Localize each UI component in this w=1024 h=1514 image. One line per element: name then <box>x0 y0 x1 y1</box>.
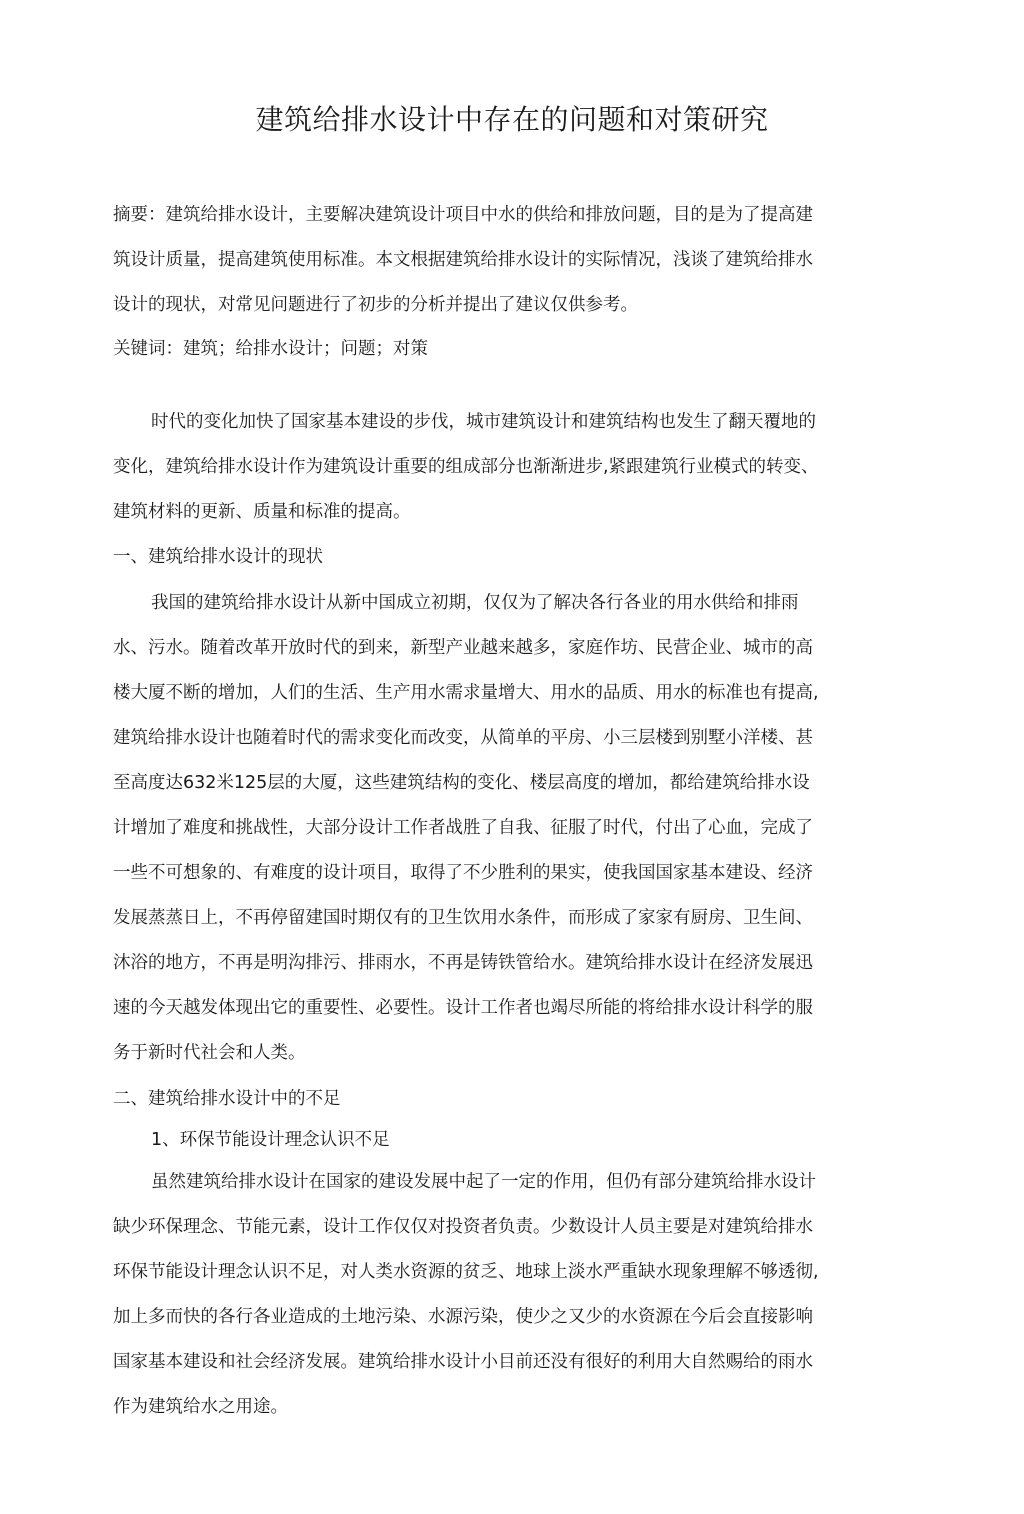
paragraph-line: 缺少环保理念、节能元素，设计工作仅仅对投资者负责。少数设计人员主要是对建筑给排水 <box>113 1217 813 1237</box>
keywords-line <box>113 327 891 372</box>
intro-paragraph <box>113 400 891 535</box>
abstract-line: 筑设计质量，提高建筑使用标准。本文根据建筑给排水设计的实际情况，浅谈了建筑给排水 <box>113 250 813 270</box>
paragraph-line: 发展蒸蒸日上，不再停留建国时期仅有的卫生饮用水条件，而形成了家家有厨房、卫生间、 <box>113 908 813 928</box>
section-2-heading <box>113 1077 891 1122</box>
paragraph-line: 沐浴的地方，不再是明沟排污、排雨水，不再是铸铁管给水。建筑给排水设计在经济发展迅 <box>113 953 813 973</box>
section-2-subheading <box>113 1118 891 1163</box>
document-title: 建筑给排水设计中存在的问题和对策研究 <box>255 103 769 136</box>
intro-line: 建筑材料的更新、质量和标准的提高。 <box>113 502 411 522</box>
keywords-text: 关键词：建筑；给排水设计；问题；对策 <box>113 339 428 359</box>
paragraph-line: 速的今天越发体现出它的重要性、必要性。设计工作者也竭尽所能的将给排水设计科学的服 <box>113 998 813 1018</box>
paragraph-line: 水、污水。随着改革开放时代的到来，新型产业越来越多，家庭作坊、民营企业、城市的高 <box>113 638 813 658</box>
paragraph-line: 我国的建筑给排水设计从新中国成立初期，仅仅为了解决各行各业的用水供给和排雨 <box>151 593 799 613</box>
paragraph-line: 环保节能设计理念认识不足，对人类水资源的贫乏、地球上淡水严重缺水现象理解不够透彻, <box>113 1262 819 1282</box>
intro-line: 时代的变化加快了国家基本建设的步伐，城市建筑设计和建筑结构也发生了翻天覆地的 <box>151 412 816 432</box>
paragraph-line: 务于新时代社会和人类。 <box>113 1043 306 1063</box>
paragraph-line: 加上多而快的各行各业造成的土地污染、水源污染，使少之又少的水资源在今后会直接影响 <box>113 1307 813 1327</box>
abstract-paragraph <box>113 193 891 328</box>
abstract-line: 设计的现状，对常见问题进行了初步的分析并提出了建议仅供参考。 <box>113 295 638 315</box>
paragraph-line: 虽然建筑给排水设计在国家的建设发展中起了一定的作用，但仍有部分建筑给排水设计 <box>151 1172 816 1192</box>
paragraph-line: 一些不可想象的、有难度的设计项目，取得了不少胜利的果实，使我国国家基本建设、经济 <box>113 863 813 883</box>
intro-line: 变化，建筑给排水设计作为建筑设计重要的组成部分也渐渐进步,紧跟建筑行业模式的转变、 <box>113 457 819 477</box>
paragraph-line: 国家基本建设和社会经济发展。建筑给排水设计小目前还没有很好的利用大自然赐给的雨水 <box>113 1352 813 1372</box>
paragraph-line: 至高度达632米125层的大厦，这些建筑结构的变化、楼层高度的增加，都给建筑给排水设 <box>113 773 810 793</box>
paragraph-line: 建筑给排水设计也随着时代的需求变化而改变，从简单的平房、小三层楼到别墅小洋楼、甚 <box>113 728 813 748</box>
paragraph-line: 楼大厦不断的增加，人们的生活、生产用水需求量增大、用水的品质、用水的标准也有提高, <box>113 683 819 703</box>
paragraph-line: 计增加了难度和挑战性，大部分设计工作者战胜了自我、征服了时代，付出了心血，完成了 <box>113 818 813 838</box>
section-2-paragraph <box>113 1160 891 1430</box>
section-heading-text: 二、建筑给排水设计中的不足 <box>113 1089 341 1109</box>
paragraph-line: 作为建筑给水之用途。 <box>113 1397 288 1417</box>
section-heading-text: 一、建筑给排水设计的现状 <box>113 547 323 567</box>
abstract-line: 摘要：建筑给排水设计，主要解决建筑设计项目中水的供给和排放问题，目的是为了提高建 <box>113 205 813 225</box>
section-1-heading <box>113 535 891 580</box>
subheading-text: 1、环保节能设计理念认识不足 <box>151 1130 390 1150</box>
section-1-paragraph <box>113 581 891 1076</box>
